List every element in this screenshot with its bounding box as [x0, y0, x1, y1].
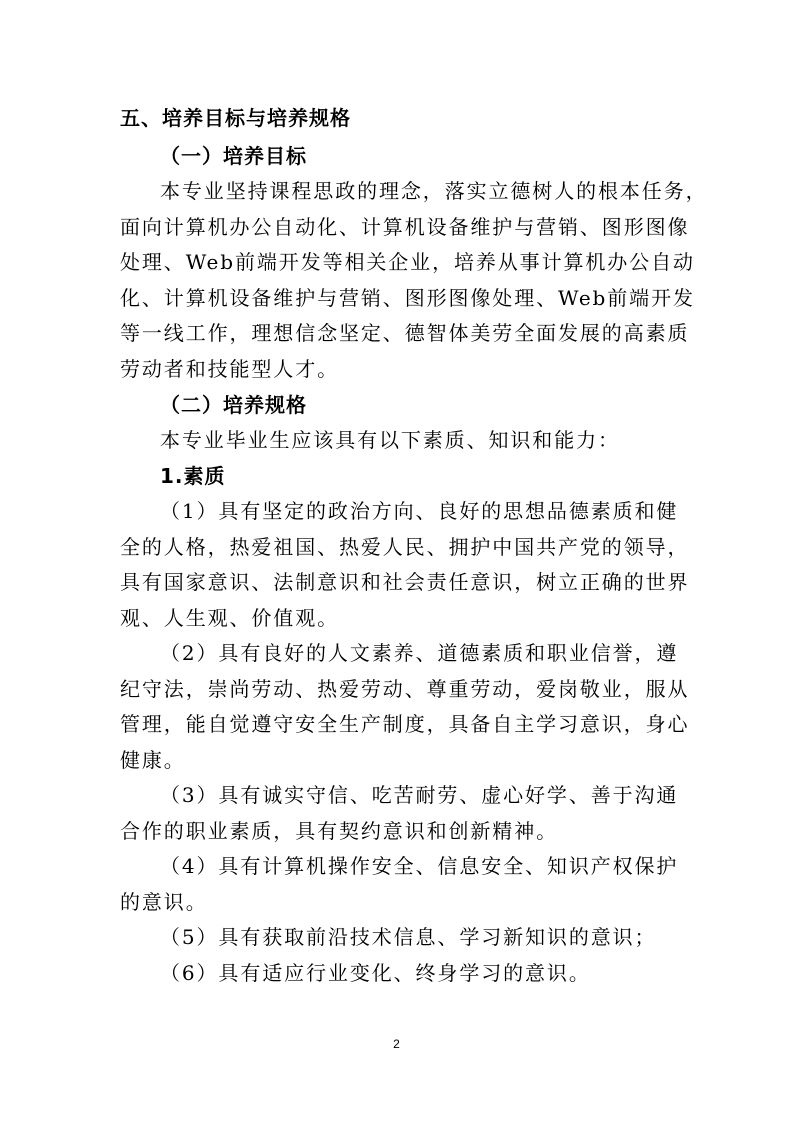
goals-paragraph-line: 化、计算机设备维护与营销、图形图像处理、Web前端开发	[120, 286, 695, 310]
quality-item-1-line: （1）具有坚定的政治方向、良好的思想品德素质和健	[160, 499, 679, 523]
quality-item-2-line: （2）具有良好的人文素养、道德素质和职业信誉，遵	[160, 641, 679, 665]
quality-item-1-line: 观、人生观、价值观。	[120, 606, 339, 630]
quality-item-6-line: （6）具有适应行业变化、终身学习的意识。	[160, 961, 591, 985]
quality-item-2-line: 健康。	[120, 748, 186, 772]
page-number: 2	[393, 1037, 400, 1051]
section-heading: 五、培养目标与培养规格	[120, 106, 351, 130]
quality-item-5-line: （5）具有获取前沿技术信息、学习新知识的意识；	[160, 925, 657, 949]
goals-paragraph-line: 劳动者和技能型人才。	[120, 357, 339, 381]
quality-item-3-line: （3）具有诚实守信、吃苦耐劳、虚心好学、善于沟通	[160, 783, 679, 807]
goals-heading: （一）培养目标	[160, 144, 307, 168]
quality-item-4-line: （4）具有计算机操作安全、信息安全、知识产权保护	[160, 854, 679, 878]
quality-item-3-line: 合作的职业素质，具有契约意识和创新精神。	[120, 819, 558, 843]
quality-item-1-line: 具有国家意识、法制意识和社会责任意识，树立正确的世界	[120, 570, 690, 594]
quality-item-1-line: 全的人格，热爱祖国、热爱人民、拥护中国共产党的领导，	[120, 535, 690, 559]
quality-heading: 1.素质	[160, 464, 226, 488]
quality-item-2-line: 纪守法，崇尚劳动、热爱劳动、尊重劳动，爱岗敬业，服从	[120, 677, 690, 701]
goals-paragraph-line: 处理、Web前端开发等相关企业，培养从事计算机办公自动	[120, 250, 695, 274]
goals-paragraph-line: 等一线工作，理想信念坚定、德智体美劳全面发展的高素质	[120, 321, 690, 345]
specs-heading: （二）培养规格	[160, 393, 307, 417]
goals-paragraph-line: 面向计算机办公自动化、计算机设备维护与营销、图形图像	[120, 215, 690, 239]
quality-item-4-line: 的意识。	[120, 890, 208, 914]
quality-item-2-line: 管理，能自觉遵守安全生产制度，具备自主学习意识，身心	[120, 712, 690, 736]
specs-intro: 本专业毕业生应该具有以下素质、知识和能力：	[160, 428, 620, 452]
goals-paragraph-line: 本专业坚持课程思政的理念，落实立德树人的根本任务，	[160, 179, 708, 203]
